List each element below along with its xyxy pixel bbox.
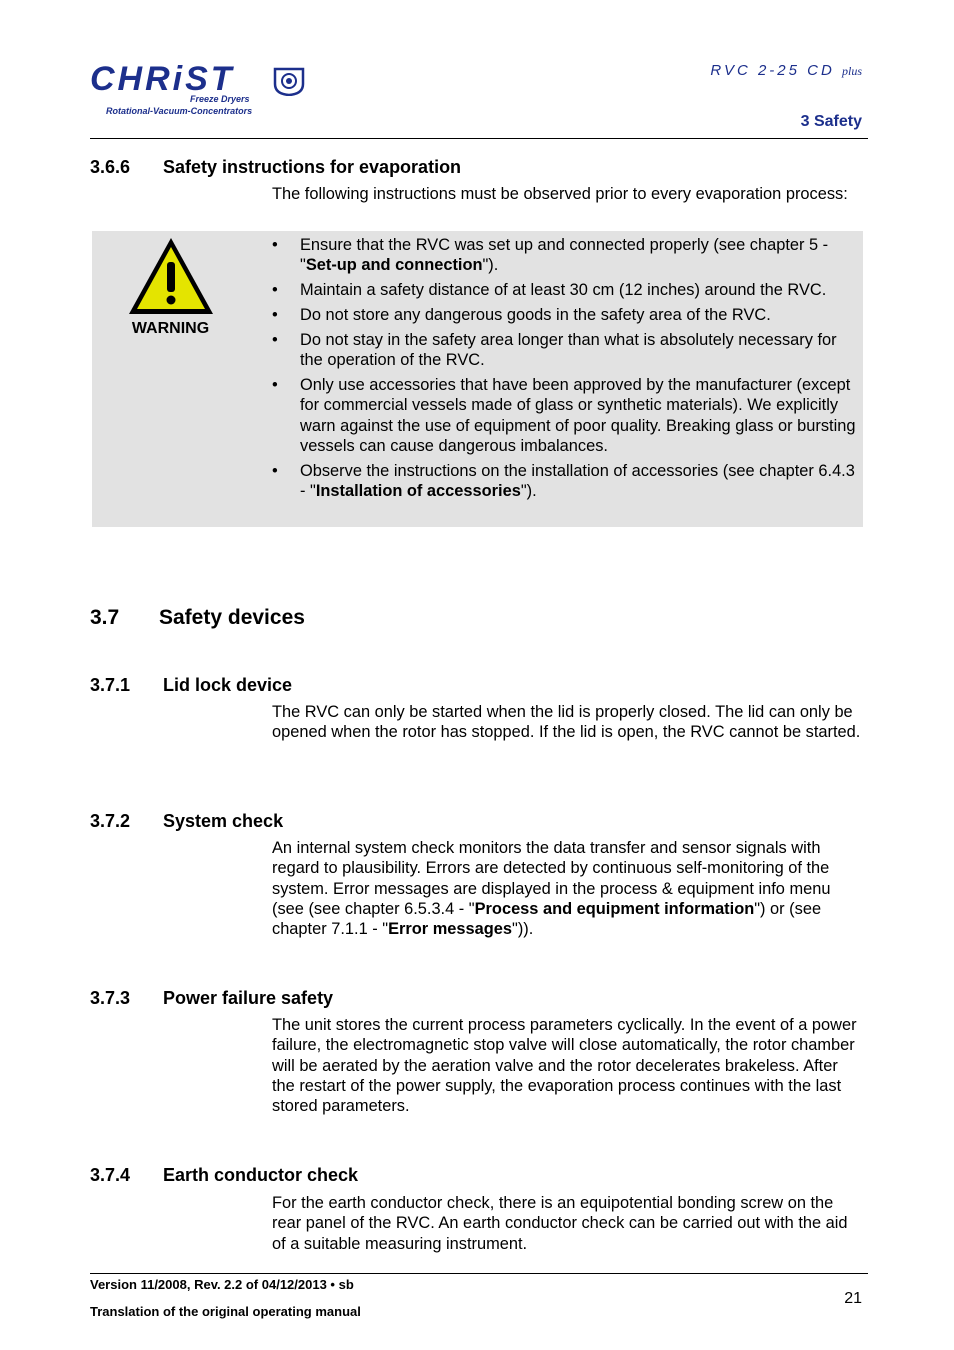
- list-item: [272, 375, 862, 456]
- heading-number: 3.7.4: [90, 1165, 131, 1185]
- bullet-text: Only use accessories that have been approved by the manufacturer (except for commercial vessels made of glass or synthetic materials). We explicitly warn against the use of equipment of poor quality. Breaking glass or bursting vessels can cause dangerous imbalances.: [300, 376, 856, 456]
- heading-title: Power failure safety: [163, 988, 334, 1008]
- model-text: RVC 2-25 CD: [710, 62, 835, 79]
- heading-title: Earth conductor check: [163, 1165, 359, 1185]
- lid-lock-paragraph: The RVC can only be started when the lid is properly closed. The lid can only be opened when the rotor has stopped. If the lid is open, the RVC cannot be started.: [272, 703, 861, 742]
- bullet-bold: Set-up and connection: [305, 256, 483, 275]
- bullet-icon: •: [272, 306, 278, 325]
- bullet-text: Do not store any dangerous goods in the safety area of the RVC.: [300, 306, 771, 325]
- christ-logo-wordmark: CHRiST: [90, 60, 235, 98]
- bullet-tail: ").: [520, 482, 537, 501]
- paragraph-bold: Process and equipment information: [474, 899, 755, 918]
- system-check-paragraph: [272, 838, 864, 939]
- intro-paragraph: The following instructions must be observed prior to every evaporation process:: [272, 185, 848, 203]
- header-divider: [90, 138, 868, 139]
- earth-conductor-paragraph: For the earth conductor check, there is an equipotential bonding screw on the rear panel of the RVC. An earth conductor check can be carried out with the aid of a suitable measuring instrument.: [272, 1194, 848, 1253]
- bullet-text: Ensure that the RVC was set up and connected properly (see chapter 5 - ": [300, 236, 829, 275]
- bullet-text: Observe the instructions on the installation of accessories (see chapter 6.4.3 - ": [300, 461, 855, 501]
- bullet-icon: •: [272, 281, 278, 300]
- heading-number: 3.7.3: [90, 988, 131, 1008]
- bullet-icon: •: [272, 236, 278, 254]
- heading-3-7-number: 3.7: [90, 606, 120, 629]
- list-item: [272, 280, 862, 300]
- logo-subtitle-rvc: Rotational-Vacuum-Concentrators: [106, 106, 253, 116]
- model-suffix: plus: [841, 64, 862, 78]
- warning-bullet-list: [272, 235, 862, 506]
- footer-translation-note: Translation of the original operating manual: [90, 1304, 361, 1319]
- heading-3-7-title: Safety devices: [159, 606, 305, 629]
- paragraph-bold: Error messages: [388, 920, 512, 939]
- bullet-text: Maintain a safety distance of at least 30 cm (12 inches) around the RVC.: [300, 281, 827, 300]
- power-failure-paragraph: The unit stores the current process parameters cyclically. In the event of a power failure, the electromagnetic stop valve will close automatically, the rotor chamber will be aerated by the aeration valve and the rotor decelerates brakeless. After the restart of the power supply, the evaporation process continues with the last stored parameters.: [272, 1016, 857, 1116]
- bullet-tail: ").: [482, 256, 499, 275]
- heading-number: 3.6.6: [90, 157, 131, 177]
- heading-title: Safety instructions for evaporation: [163, 157, 462, 177]
- paragraph-text: ") or (see chapter 7.1.1 - ": [272, 899, 822, 939]
- heading-title: System check: [163, 811, 284, 831]
- page-number: 21: [844, 1290, 862, 1307]
- warning-label: WARNING: [131, 320, 210, 337]
- list-item: [272, 235, 862, 276]
- heading-title: Lid lock device: [163, 675, 293, 695]
- chapter-header: 3 Safety: [800, 113, 862, 130]
- paragraph-text: ")).: [512, 920, 534, 939]
- bullet-text: Do not stay in the safety area longer than what is absolutely necessary for the operation of the RVC.: [300, 330, 837, 370]
- list-item: [272, 305, 862, 325]
- bullet-icon: •: [272, 376, 278, 395]
- heading-number: 3.7.1: [90, 675, 131, 695]
- list-item: [272, 330, 862, 371]
- list-item: [272, 461, 862, 502]
- warning-triangle-icon: [126, 235, 216, 317]
- bullet-bold: Installation of accessories: [315, 482, 521, 501]
- logo-subtitle-freeze-dryers: Freeze Dryers: [190, 94, 250, 104]
- heading-number: 3.7.2: [90, 811, 131, 831]
- paragraph-text: An internal system check monitors the data transfer and sensor signals with regard to plausibility. Errors are detected by continuous self-monitoring of the system. Error messages are displayed in the process & equipment info menu (see (see chapter 6.5.3.4 - ": [272, 839, 831, 918]
- bullet-icon: •: [272, 330, 278, 349]
- model-name: [600, 62, 862, 79]
- christ-emblem-icon: [272, 66, 306, 96]
- footer-divider: [90, 1273, 868, 1274]
- footer-version: Version 11/2008, Rev. 2.2 of 04/12/2013 • sb: [90, 1277, 354, 1292]
- bullet-icon: •: [272, 461, 278, 480]
